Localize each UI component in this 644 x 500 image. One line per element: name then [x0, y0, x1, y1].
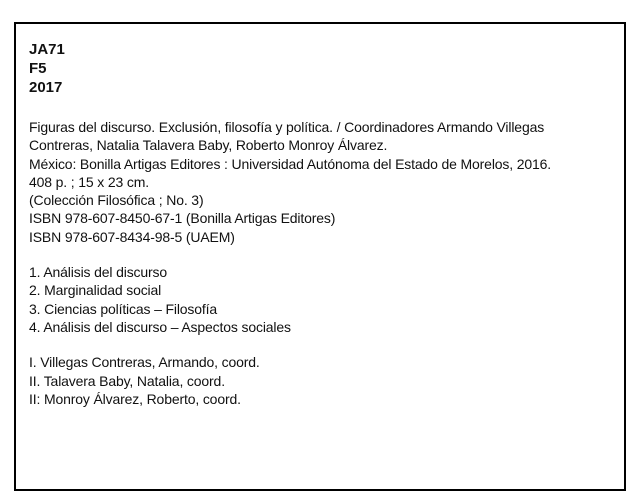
- imprint: México: Bonilla Artigas Editores : Universidad Autónoma del Estado de Morelos, 2016.: [29, 155, 552, 172]
- isbn-line: ISBN 978-607-8450-67-1 (Bonilla Artigas Editores): [29, 210, 336, 227]
- physical-description: 408 p. ; 15 x 23 cm.: [29, 173, 149, 190]
- subject-heading: 3. Ciencias políticas – Filosofía: [29, 300, 218, 317]
- catalog-card: [14, 22, 626, 491]
- subject-headings: [29, 263, 611, 336]
- isbn-line: ISBN 978-607-8434-98-5 (UAEM): [29, 228, 235, 245]
- series-statement: (Colección Filosófica ; No. 3): [29, 192, 204, 209]
- call-number: JA71: [29, 41, 65, 58]
- subject-heading: 4. Análisis del discurso – Aspectos sociales: [29, 318, 291, 335]
- bibliographic-description: [29, 118, 611, 246]
- subject-heading: 2. Marginalidad social: [29, 282, 162, 299]
- title-statement-line-1: Figuras del discurso. Exclusión, filosofía y política. / Coordinadores Armando Villegas: [29, 119, 545, 135]
- added-entries: [29, 353, 611, 408]
- subject-heading: 1. Análisis del discurso: [29, 264, 168, 281]
- classification-block: [29, 40, 611, 97]
- added-entry: II. Talavera Baby, Natalia, coord.: [29, 372, 225, 389]
- cutter-number: F5: [29, 60, 47, 77]
- added-entry: I. Villegas Contreras, Armando, coord.: [29, 354, 260, 371]
- classification-year: 2017: [29, 79, 63, 96]
- added-entry: II: Monroy Álvarez, Roberto, coord.: [29, 390, 241, 407]
- title-statement-line-2: Contreras, Natalia Talavera Baby, Roberto Monroy Álvarez.: [29, 137, 388, 154]
